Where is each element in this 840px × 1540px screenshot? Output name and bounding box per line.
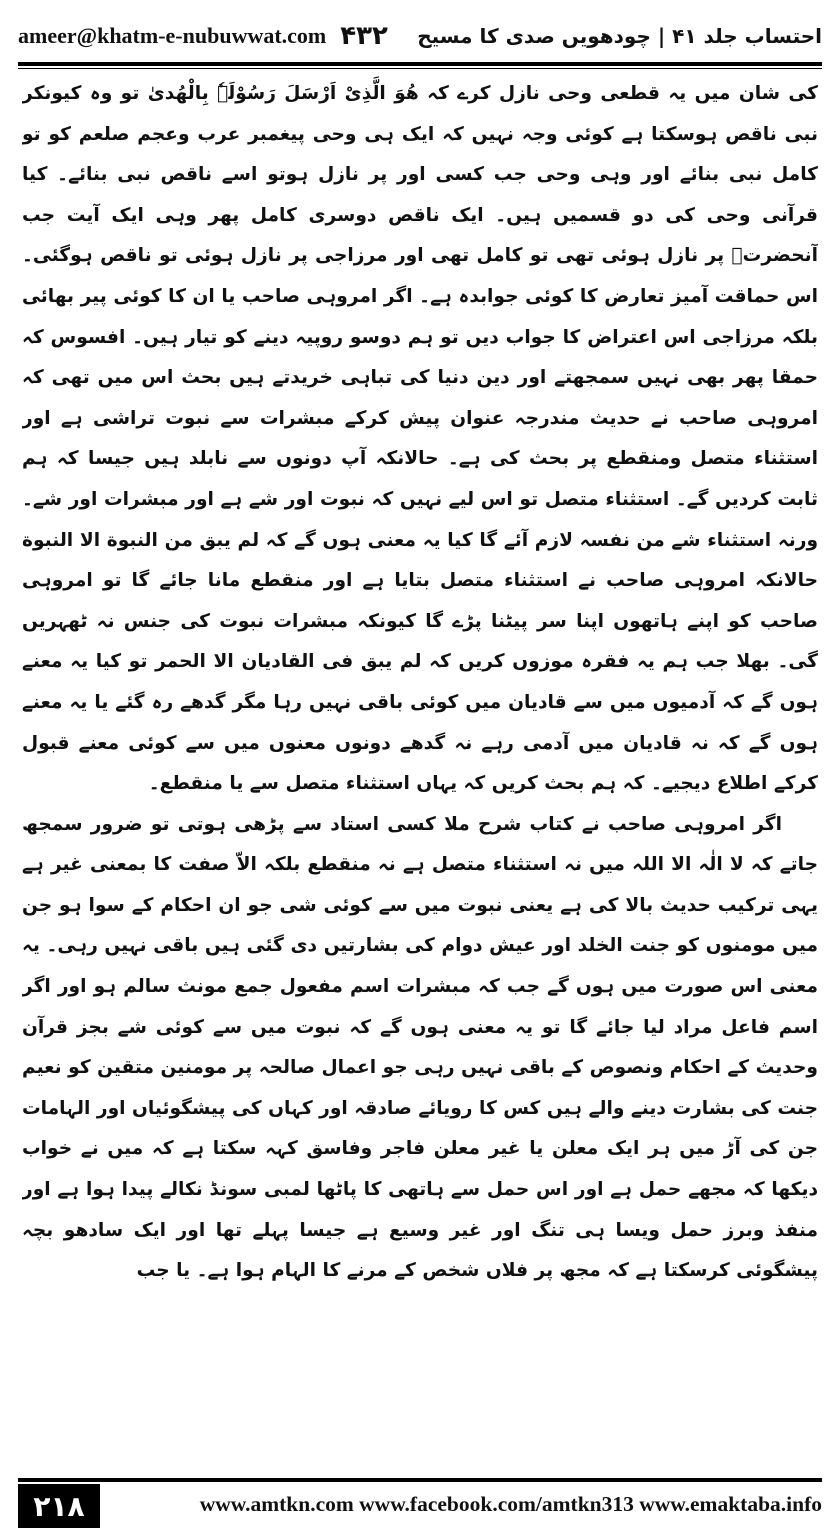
footer-page-number: ۲۱۸: [18, 1484, 100, 1528]
page-body: [22, 74, 818, 1466]
header-rule-thin: [18, 68, 822, 69]
footer-links: www.amtkn.com www.facebook.com/amtkn313 www.emaktaba.info: [199, 1492, 822, 1516]
footer-rule: [18, 1478, 822, 1482]
header-rule: [18, 62, 822, 66]
page-footer: [18, 1478, 822, 1528]
page-header: [18, 14, 822, 58]
body-paragraph: اگر امروہی صاحب نے کتاب شرح ملا کسی استاد سے پڑھی ہوتی تو ضرور سمجھ جاتے کہ لا الٰہ الا اللہ میں نہ استثناء متصل ہے نہ منقطع بلکہ الاّ صفت کا بمعنی غیر ہے یہی ترکیب حدیث بالا کی ہے یعنی نبوت میں سے کوئی شی جو ان احکام کے سوا ہو جن میں مومنوں کو جنت الخلد اور عیش دوام کی بشارتیں دی گئی ہیں باقی نہیں رہی۔ یہ معنی اس صورت میں ہوں گے جب کہ مبشرات اسم مفعول جمع مونث سالم ہو اور اگر اسم فاعل مراد لیا جائے گا تو یہ معنی ہوں گے کہ نبوت میں سے کوئی شے بجز قرآن وحدیث کے احکام ونصوص کے باقی نہیں رہی جو اعمال صالحہ پر مومنین متقین کو نعیم جنت کی بشارت دینے والے ہیں کس کا رویائے صادقہ اور کہاں کی پیشگوئیاں اور الہامات جن کی آڑ میں ہر ایک معلن یا غیر معلن فاجر وفاسق کہہ سکتا ہے کہ میں نے خواب دیکھا کہ مجھے حمل ہے اور اس حمل سے ہاتھی کا پاٹھا لمبی سونڈ نکالے پیدا ہوا ہے اور منفذ وبرز حمل ویسا ہی تنگ اور غیر وسیع ہے جیسا پہلے تھا اور ایک سادھو بچہ پیشگوئی کرسکتا ہے کہ مجھ پر فلاں شخص کے مرنے کا الہام ہوا ہے۔ یا جب: [22, 813, 818, 1282]
body-paragraph: کی شان میں یہ قطعی وحی نازل کرے کہ ھُوَ الَّذِیْ اَرْسَلَ رَسُوْلَہٗ بِالْھُدیٰ تو وہ کیونکر نبی ناقص ہوسکتا ہے کوئی وجہ نہیں کہ ایک ہی وحی پیغمبر عرب وعجم صلعم کو تو کامل نبی بنائے اور وہی وحی جب کسی اور پر نازل ہوتو اسے ناقص نبی بنائے۔ کیا قرآنی وحی کی دو قسمیں ہیں۔ ایک ناقص دوسری کامل پھر وہی ایک آیت جب آنحضرتؐ پر نازل ہوئی تھی تو کامل تھی اور مرزاجی پر نازل ہوئی تو ناقص ہوگئی۔ اس حماقت آمیز تعارض کا کوئی جوابدہ ہے۔ اگر امروہی صاحب یا ان کا کوئی پیر بھائی بلکہ مرزاجی اس اعتراض کا جواب دیں تو ہم دوسو روپیہ دینے کو تیار ہیں۔ افسوس کہ حمقا پھر بھی نہیں سمجھتے اور دین دنیا کی تباہی خریدتے ہیں بحث اس میں تھی کہ امروہی صاحب نے حدیث مندرجہ عنوان پیش کرکے مبشرات سے نبوت تراشی ہے اور استثناء متصل ومنقطع پر بحث کی ہے۔ حالانکہ آپ دونوں سے نابلد ہیں جیسا کہ ہم ثابت کردیں گے۔ استثناء متصل تو اس لیے نہیں کہ نبوت اور شے ہے اور مبشرات اور شے۔ ورنہ استثناء شے من نفسہ لازم آئے گا کیا یہ معنی ہوں گے کہ لم یبق من النبوة الا النبوة حالانکہ امروہی صاحب نے استثناء متصل بتایا ہے اور منقطع مانا جائے گا تو امروہی صاحب کو اپنے ہاتھوں اپنا سر پیٹنا پڑے گا کیونکہ مبشرات نبوت کی جنس نہ ٹھہریں گی۔ بھلا جب ہم یہ فقرہ موزوں کریں کہ لم یبق فی القادیان الا الحمر تو کیا یہ معنے ہوں گے کہ آدمیوں میں سے قادیان میں کوئی باقی نہیں رہا مگر گدھے رہ گئے یا یہ معنے ہوں گے کہ نہ قادیان میں آدمی رہے نہ گدھے دونوں معنوں میں سے کوئی معنے قبول کرکے اطلاع دیجیے۔ کہ ہم بحث کریں کہ یہاں استثناء متصل سے یا منقطع۔: [22, 83, 818, 795]
header-email: ameer@khatm-e-nubuwwat.com: [18, 23, 327, 48]
header-page-number: ۴۳۲: [340, 21, 388, 51]
header-left: [18, 21, 388, 51]
header-book-title: احتساب جلد ۴۱ | چودھویں صدی کا مسیح: [417, 24, 822, 48]
